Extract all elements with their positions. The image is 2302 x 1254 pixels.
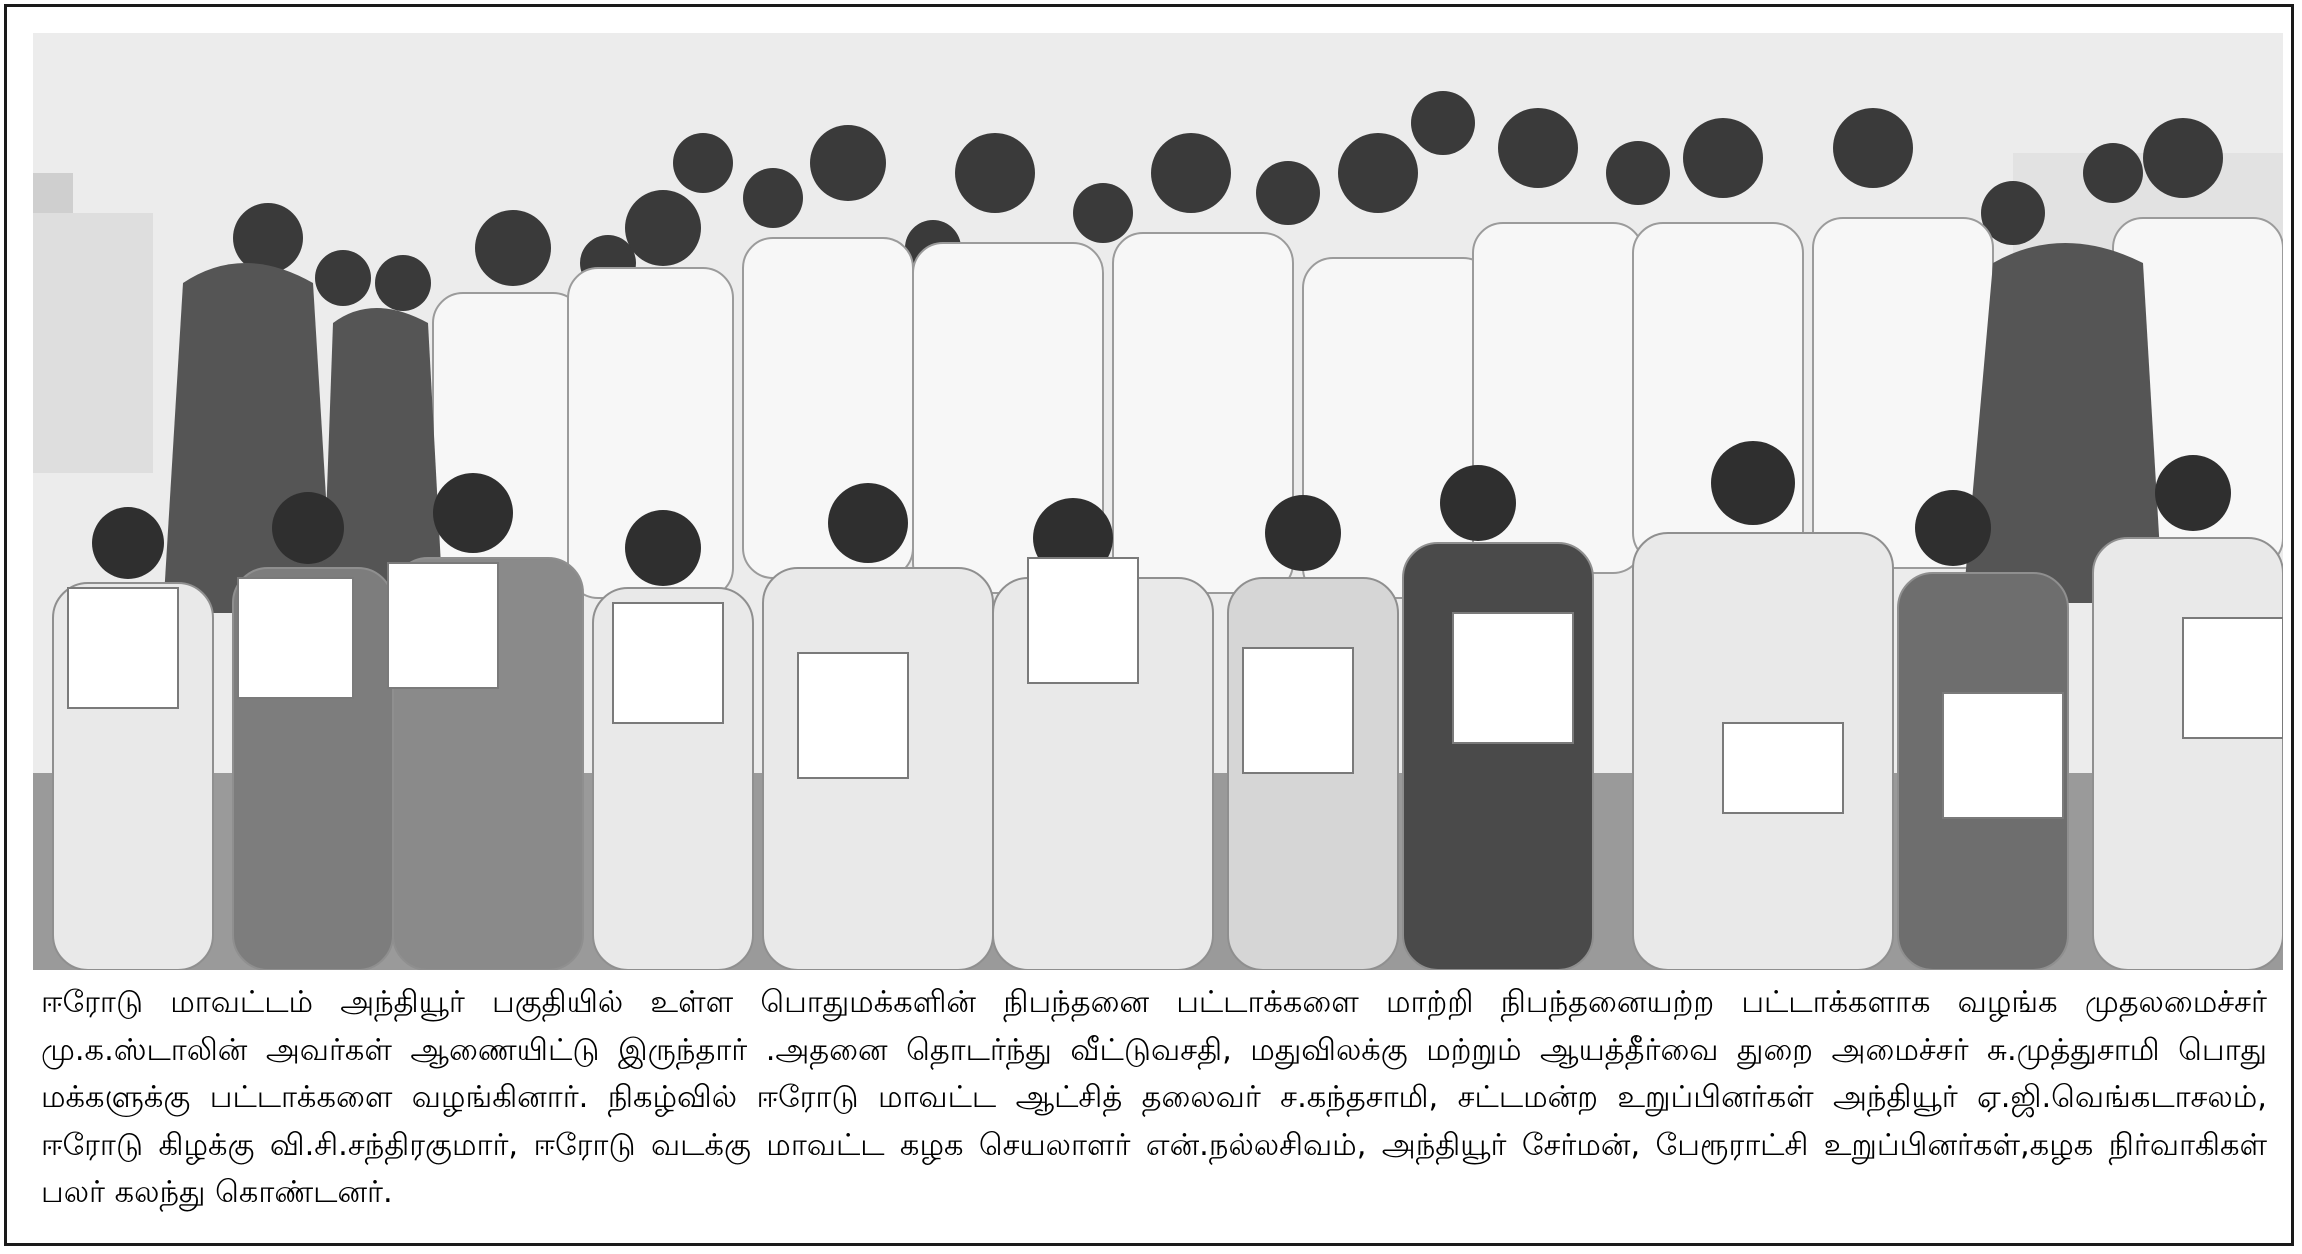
photo-caption	[41, 979, 2267, 1229]
group-photo-illustration	[33, 33, 2283, 970]
caption-line: ஈரோடு மாவட்டம் அந்தியூர் பகுதியில் உள்ள பொதுமக்களின் நிபந்தனை பட்டாக்களை மாற்றி நிபந்தனையற்ற பட்டாக்களாக வழங்க முதலமைச்சர்	[41, 985, 2267, 1020]
caption-line: பலர் கலந்து கொண்டனர்.	[41, 1175, 393, 1210]
caption-line: மக்களுக்கு பட்டாக்களை வழங்கினார். நிகழ்வில் ஈரோடு மாவட்ட ஆட்சித் தலைவர் ச.கந்தசாமி, சட்டமன்ற உறுப்பினர்கள் அந்தியூர் ஏ.ஜி.வெங்கடாசலம்,	[41, 1080, 2267, 1115]
group-photo	[33, 33, 2283, 970]
caption-line: ஈரோடு கிழக்கு வி.சி.சந்திரகுமார், ஈரோடு வடக்கு மாவட்ட கழக செயலாளர் என்.நல்லசிவம், அந்தியூர் சேர்மன், பேரூராட்சி உறுப்பினர்கள்,கழக நிர்வாகிகள்	[41, 1127, 2267, 1163]
clipping-frame	[4, 4, 2294, 1246]
caption-line: மு.க.ஸ்டாலின் அவர்கள் ஆணையிட்டு இருந்தார் .அதனை தொடர்ந்து வீட்டுவசதி, மதுவிலக்கு மற்றும் ஆயத்தீர்வை துறை அமைச்சர் சு.முத்துசாமி பொது	[41, 1032, 2267, 1068]
